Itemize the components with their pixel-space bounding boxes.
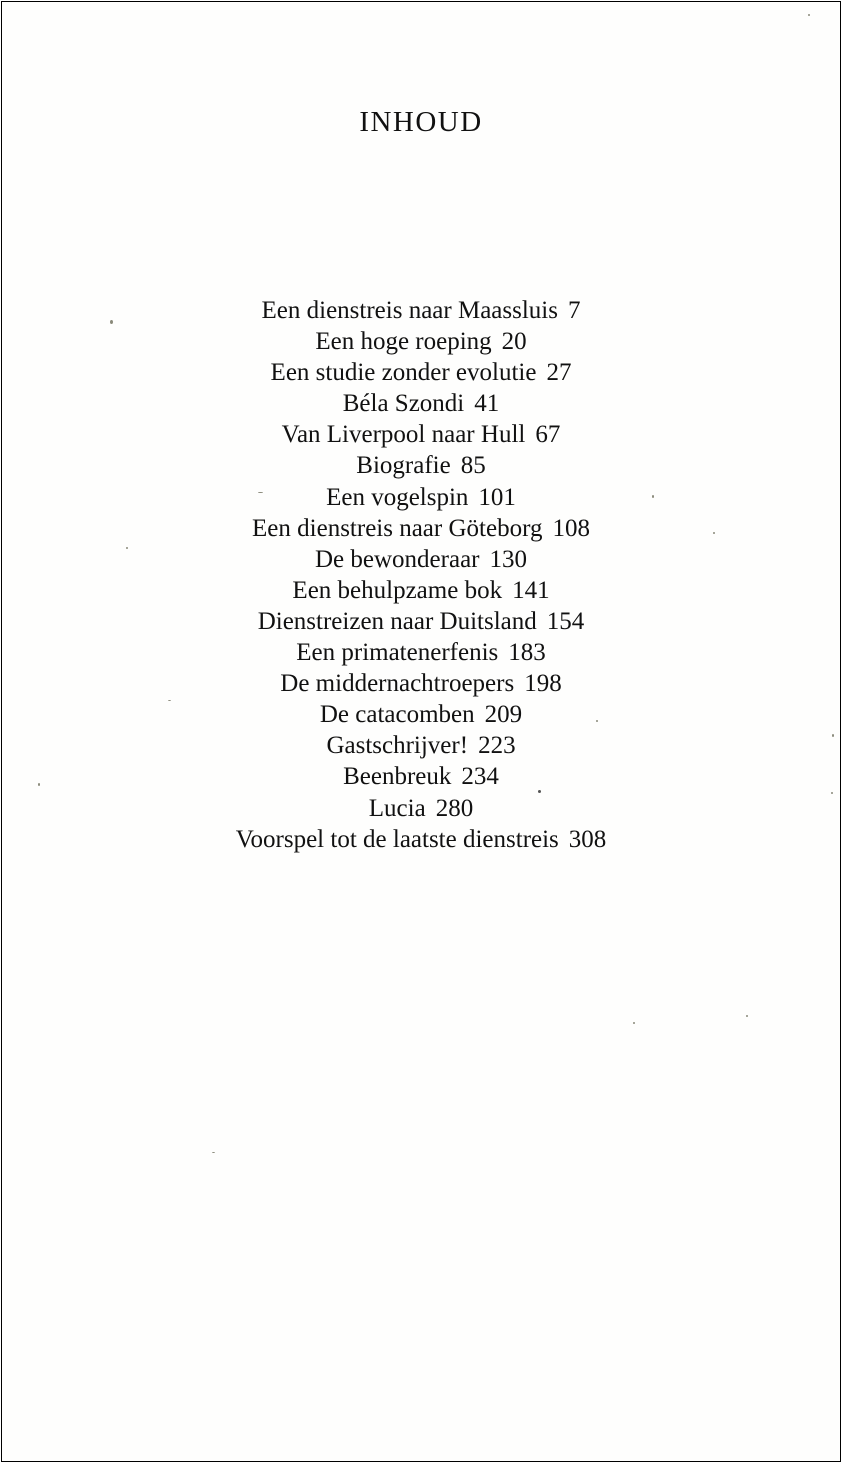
page-title: INHOUD bbox=[359, 106, 483, 138]
toc-entry bbox=[2, 513, 840, 544]
toc-entry-page: 41 bbox=[474, 390, 500, 418]
toc-entry-page: 183 bbox=[508, 639, 546, 667]
toc-entry bbox=[2, 606, 840, 637]
paper-speck bbox=[652, 495, 654, 498]
toc-entry bbox=[2, 295, 840, 326]
toc-entry-title: Lucia bbox=[368, 794, 426, 822]
toc-entry-page: 7 bbox=[567, 297, 581, 324]
toc-entry-title: Van Liverpool naar Hull bbox=[281, 421, 526, 449]
toc-entry-page: 223 bbox=[478, 732, 516, 760]
toc-entry bbox=[2, 450, 840, 481]
toc-entry-page: 27 bbox=[546, 359, 572, 387]
book-page bbox=[1, 1, 841, 1462]
paper-speck bbox=[832, 734, 834, 737]
toc-entry-title: Een studie zonder evolutie bbox=[270, 359, 537, 387]
toc-entry-page: 209 bbox=[484, 701, 523, 729]
toc-entry bbox=[2, 730, 840, 761]
toc-entry-page: 20 bbox=[501, 328, 527, 356]
paper-speck bbox=[596, 720, 598, 722]
toc-entry-title: Gastschrijver! bbox=[326, 732, 469, 760]
toc-entry-page: 141 bbox=[512, 576, 550, 604]
paper-speck bbox=[110, 320, 113, 324]
toc-entry bbox=[2, 482, 840, 513]
toc-entry-page: 308 bbox=[568, 825, 607, 853]
paper-speck bbox=[808, 14, 810, 16]
toc-entry-title: Beenbreuk bbox=[343, 763, 452, 791]
toc-entry bbox=[2, 326, 840, 357]
toc-entry bbox=[2, 357, 840, 388]
paper-speck bbox=[212, 1152, 215, 1153]
toc-entry-title: Dienstreizen naar Duitsland bbox=[257, 607, 537, 635]
toc-entry bbox=[2, 824, 840, 855]
toc-entry bbox=[2, 575, 840, 606]
toc-entry-page: 85 bbox=[460, 452, 486, 480]
paper-speck bbox=[633, 1022, 635, 1024]
toc-entry-title: Béla Szondi bbox=[342, 390, 465, 418]
toc-entry bbox=[2, 793, 840, 824]
toc-entry-page: 154 bbox=[546, 607, 585, 635]
toc-entry-page: 130 bbox=[489, 545, 527, 573]
toc-entry-title: Voorspel tot de laatste dienstreis bbox=[235, 825, 559, 853]
toc-entry bbox=[2, 637, 840, 668]
toc-entry bbox=[2, 761, 840, 792]
toc-entry-title: Biografie bbox=[356, 452, 451, 480]
toc-entry bbox=[2, 419, 840, 450]
toc-entry-title: Een behulpzame bok bbox=[292, 576, 503, 604]
paper-speck bbox=[831, 792, 833, 794]
paper-speck bbox=[713, 532, 715, 534]
paper-speck bbox=[126, 547, 128, 549]
toc-entry bbox=[2, 668, 840, 699]
toc-entry-title: Een dienstreis naar Maassluis bbox=[261, 297, 558, 324]
toc-entry-page: 101 bbox=[478, 483, 516, 511]
paper-speck bbox=[168, 700, 171, 701]
toc-entry-page: 108 bbox=[552, 514, 590, 542]
paper-speck bbox=[538, 790, 541, 793]
toc-entry-title: De catacomben bbox=[319, 701, 475, 729]
toc-entry-page: 280 bbox=[435, 794, 474, 822]
toc-entry-title: Een dienstreis naar Göteborg bbox=[252, 514, 543, 542]
toc-entry-title: De middernachtroepers bbox=[280, 670, 515, 698]
paper-speck bbox=[746, 1015, 748, 1017]
toc-entry-title: De bewonderaar bbox=[315, 545, 480, 573]
toc-entry bbox=[2, 699, 840, 730]
toc-entry-title: Een primatenerfenis bbox=[296, 639, 499, 667]
table-of-contents bbox=[2, 295, 840, 855]
toc-entry-title: Een hoge roeping bbox=[315, 328, 492, 356]
toc-entry-page: 67 bbox=[535, 421, 561, 449]
paper-speck bbox=[38, 783, 40, 786]
toc-entry bbox=[2, 388, 840, 419]
toc-entry-title: Een vogelspin bbox=[326, 483, 469, 511]
paper-speck bbox=[258, 492, 263, 493]
toc-entry-page: 234 bbox=[461, 763, 499, 791]
toc-entry-page: 198 bbox=[524, 670, 562, 698]
